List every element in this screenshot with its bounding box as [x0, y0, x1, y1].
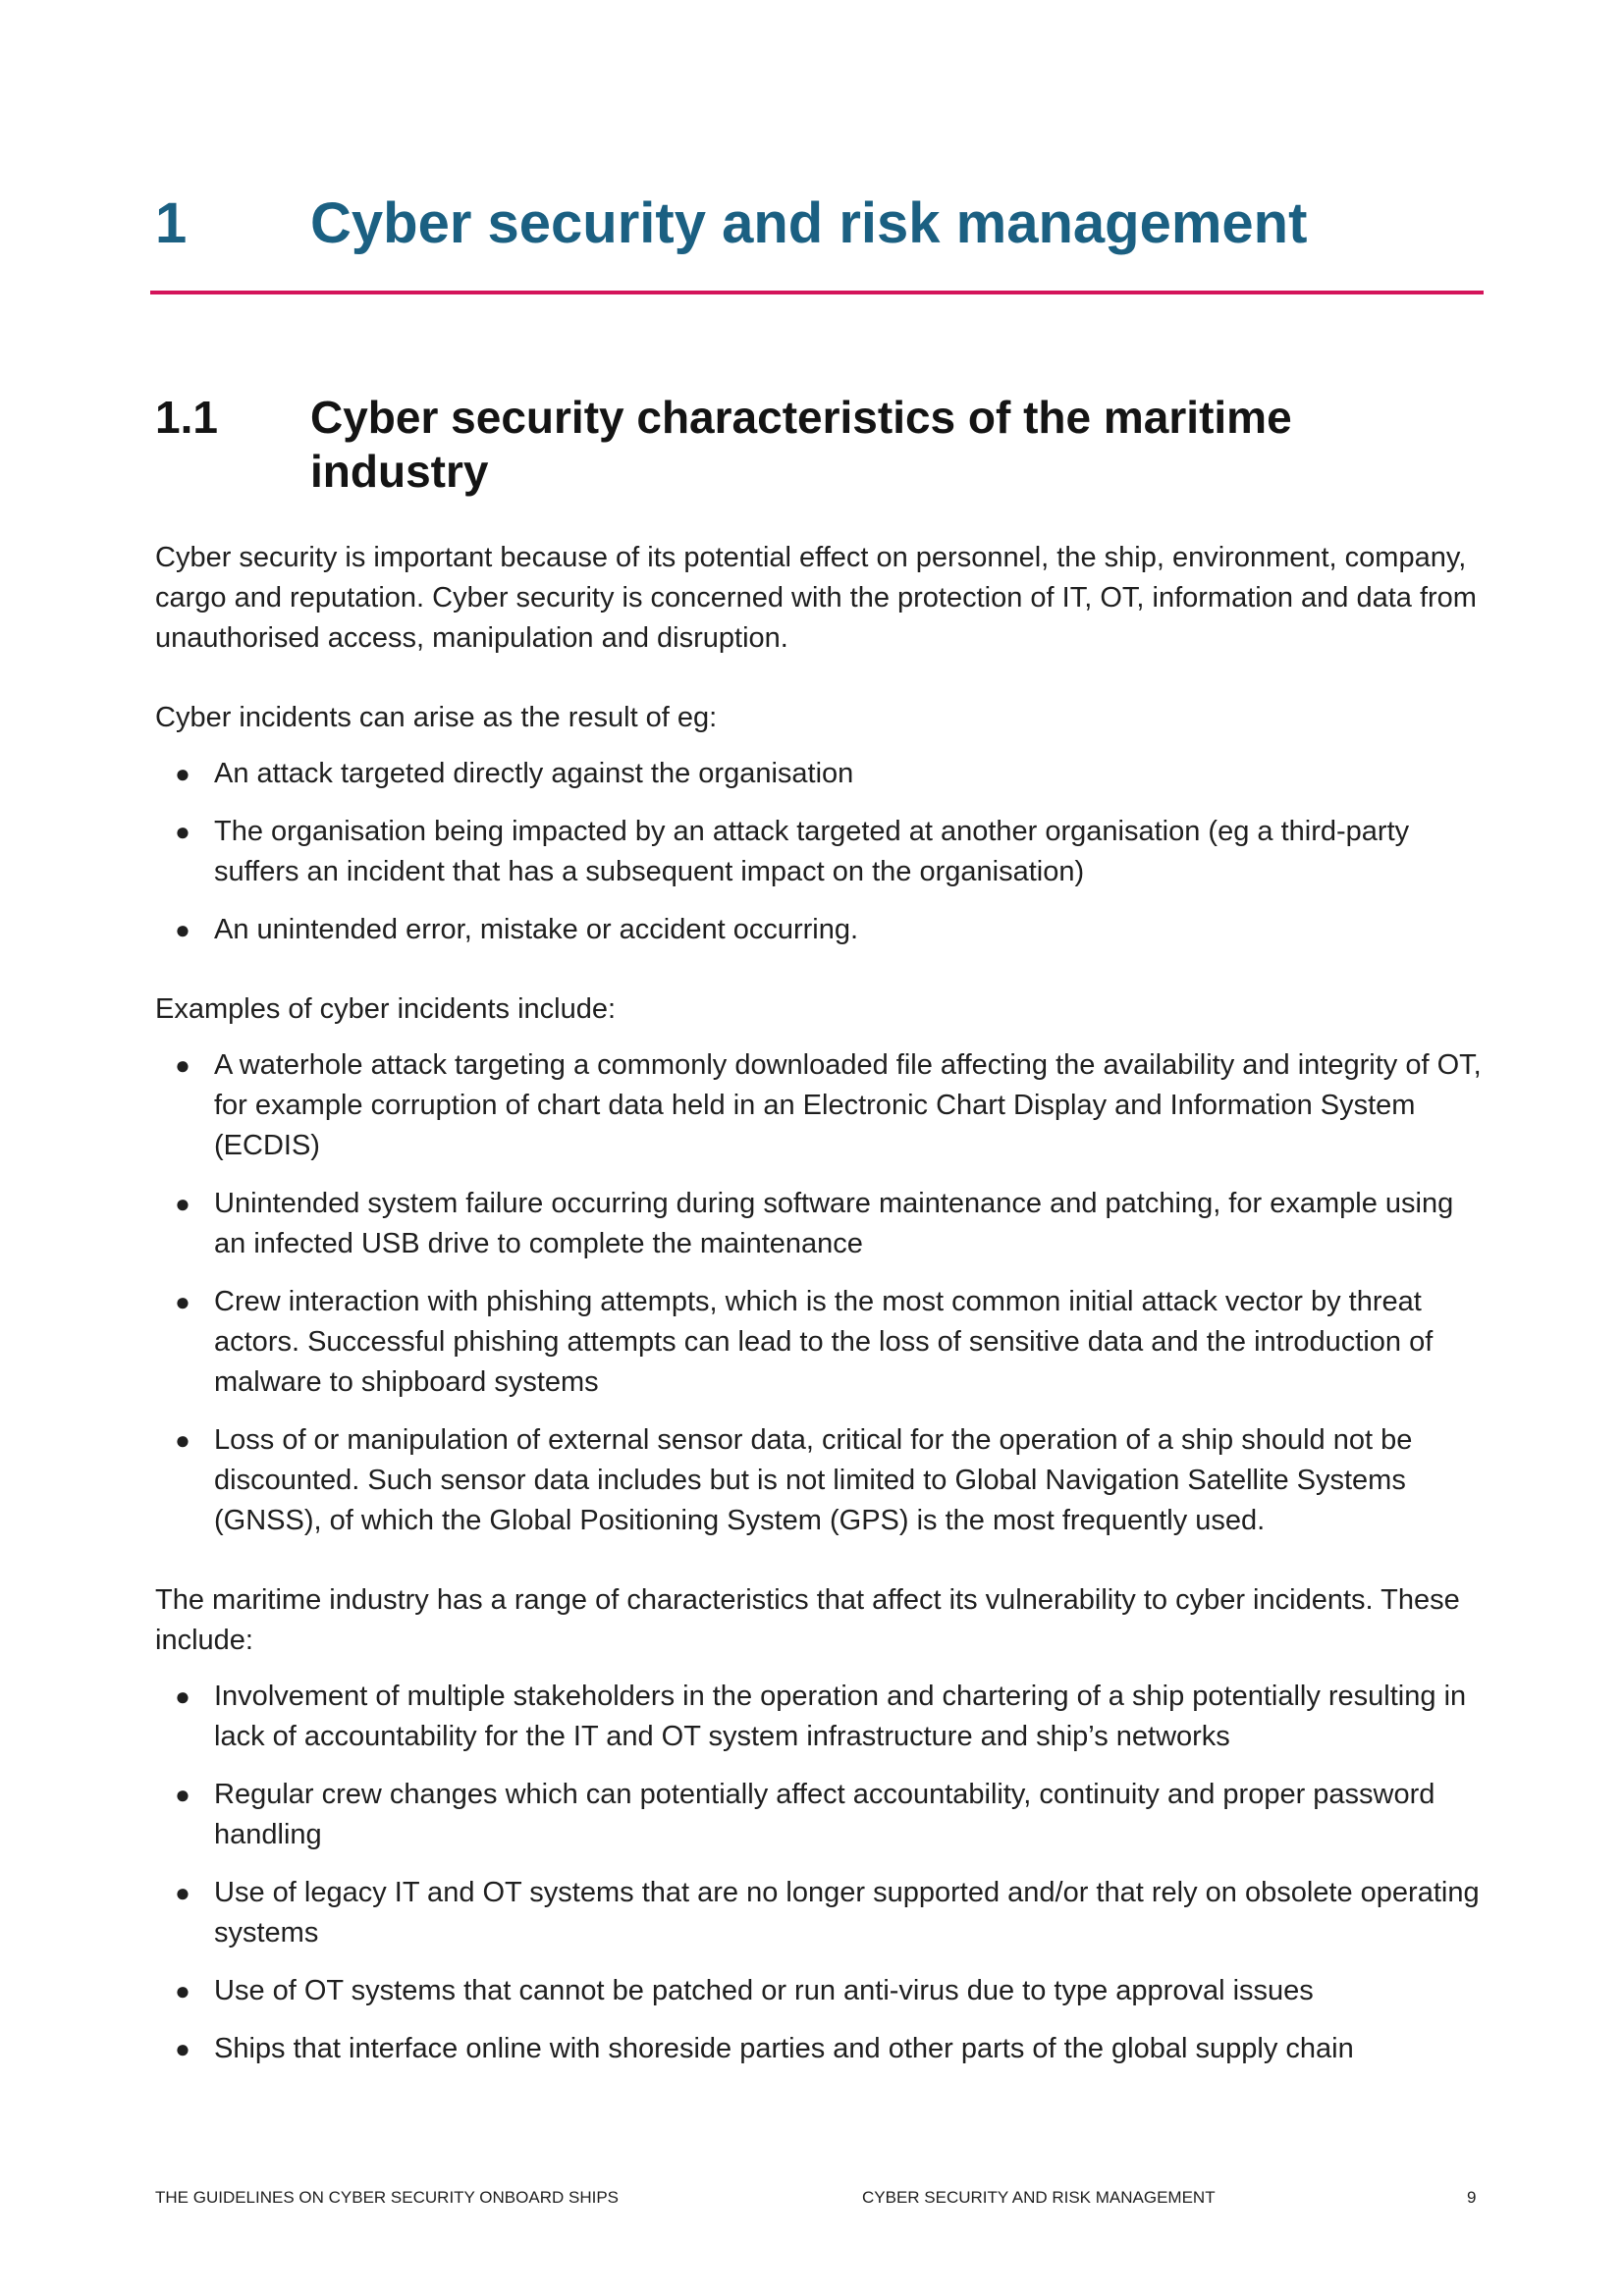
list-item-text: An attack targeted directly against the organisation	[214, 758, 854, 789]
bullet-icon: ●	[175, 1287, 190, 1316]
list-item-text: Involvement of multiple stakeholders in the operation and chartering of a ship potentially resulting in lack of accountability for the IT and OT system infrastructure and ship’s networks	[214, 1681, 1467, 1752]
section-title: Cyber security characteristics of the maritime industry	[310, 392, 1292, 497]
bullet-icon: ●	[175, 1878, 190, 1907]
bullet-icon: ●	[175, 1189, 190, 1218]
body-text	[155, 538, 1490, 2109]
bullet-icon: ●	[175, 1425, 190, 1455]
characteristics-list	[155, 1677, 1490, 2069]
list-item	[155, 754, 1490, 794]
list-item-text: Unintended system failure occurring during software maintenance and patching, for example using an infected USB drive to complete the maintenance	[214, 1188, 1454, 1259]
incident-causes-list	[155, 754, 1490, 950]
characteristics-lead: The maritime industry has a range of characteristics that affect its vulnerability to cyber incidents. These include:	[155, 1584, 1460, 1656]
bullet-icon: ●	[175, 1682, 190, 1711]
list-item-text: Use of OT systems that cannot be patched or run anti-virus due to type approval issues	[214, 1975, 1314, 2006]
list-item	[155, 1045, 1490, 1166]
list-item	[155, 1971, 1490, 2011]
footer-chapter-title: CYBER SECURITY AND RISK MANAGEMENT	[862, 2188, 1216, 2207]
list-item-text: Ships that interface online with shoreside parties and other parts of the global supply chain	[214, 2033, 1354, 2064]
bullet-icon: ●	[175, 915, 190, 944]
incident-causes-lead: Cyber incidents can arise as the result of eg:	[155, 702, 718, 733]
incident-examples-lead: Examples of cyber incidents include:	[155, 993, 617, 1025]
intro-paragraph: Cyber security is important because of its potential effect on personnel, the ship, environment, company, cargo and reputation. Cyber security is concerned with the protection of IT, OT, information and data from unauthorised access, manipulation and disruption.	[155, 542, 1477, 654]
list-item	[155, 1677, 1490, 1757]
chapter-number: 1	[155, 191, 188, 255]
footer-document-title: THE GUIDELINES ON CYBER SECURITY ONBOARD SHIPS	[155, 2188, 619, 2207]
bullet-icon: ●	[175, 1050, 190, 1080]
list-item	[155, 1282, 1490, 1403]
bullet-icon: ●	[175, 759, 190, 788]
bullet-icon: ●	[175, 1976, 190, 2005]
list-item	[155, 2029, 1490, 2069]
page-number: 9	[1467, 2188, 1477, 2207]
list-item	[155, 1184, 1490, 1264]
list-item-text: Regular crew changes which can potentially affect accountability, continuity and proper password handling	[214, 1779, 1435, 1850]
section-number: 1.1	[155, 392, 218, 443]
bullet-icon: ●	[175, 1780, 190, 1809]
list-item-text: An unintended error, mistake or accident occurring.	[214, 914, 859, 945]
list-item	[155, 1420, 1490, 1541]
list-item-text: The organisation being impacted by an attack targeted at another organisation (eg a third-party suffers an incident that has a subsequent impact on the organisation)	[214, 816, 1410, 887]
list-item	[155, 1873, 1490, 1953]
bullet-icon: ●	[175, 817, 190, 846]
list-item-text: A waterhole attack targeting a commonly downloaded file affecting the availability and integrity of OT, for example corruption of chart data held in an Electronic Chart Display and Information System (ECDIS)	[214, 1049, 1482, 1161]
chapter-divider	[150, 291, 1484, 294]
list-item-text: Use of legacy IT and OT systems that are no longer supported and/or that rely on obsolete operating systems	[214, 1877, 1480, 1949]
incident-examples-list	[155, 1045, 1490, 1541]
list-item	[155, 1775, 1490, 1855]
chapter-title: Cyber security and risk management	[310, 191, 1308, 255]
list-item	[155, 910, 1490, 950]
chapter-heading	[155, 185, 1490, 263]
list-item-text: Crew interaction with phishing attempts, which is the most common initial attack vector by threat actors. Successful phishing attempts can lead to the loss of sensitive data and the introduction of malware to shipboard systems	[214, 1286, 1434, 1398]
bullet-icon: ●	[175, 2034, 190, 2063]
list-item-text: Loss of or manipulation of external sensor data, critical for the operation of a ship should not be discounted. Such sensor data includes but is not limited to Global Navigation Satellite Systems (GNSS), of which the Global Positioning System (GPS) is the most frequently used.	[214, 1424, 1413, 1536]
list-item	[155, 812, 1490, 892]
